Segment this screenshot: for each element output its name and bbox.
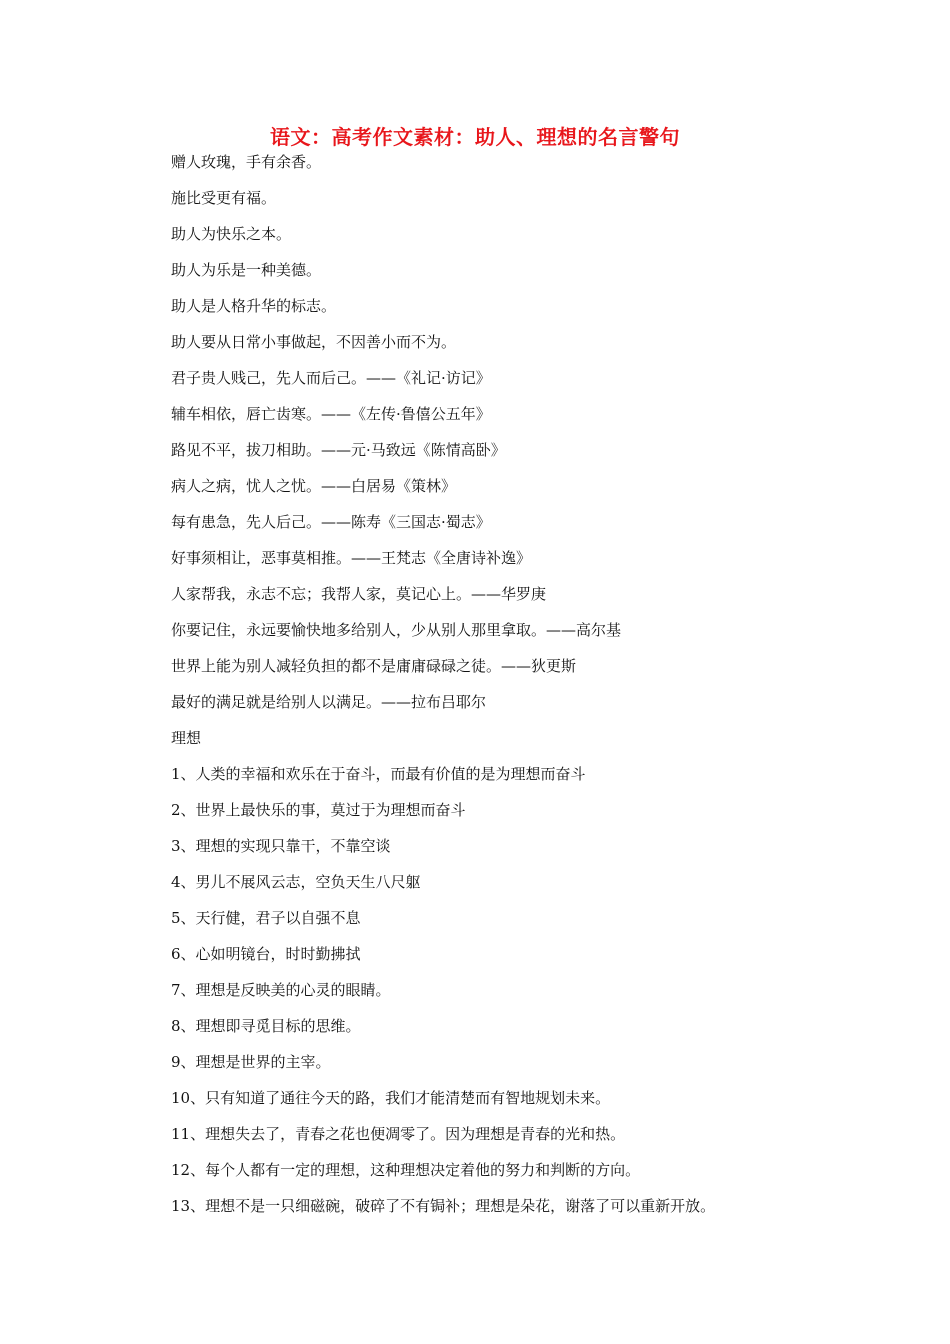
quote-line: 最好的满足就是给别人以满足。——拉布吕耶尔 (171, 693, 487, 711)
quote-line: 助人是人格升华的标志。 (171, 297, 337, 315)
quote-line: 你要记住，永远要愉快地多给别人，少从别人那里拿取。——高尔基 (171, 621, 622, 639)
quote-line: 人家帮我，永志不忘；我帮人家，莫记心上。——华罗庚 (171, 585, 547, 603)
quote-line: 5、天行健，君子以自强不息 (171, 909, 361, 927)
quote-line: 2、世界上最快乐的事，莫过于为理想而奋斗 (171, 801, 466, 819)
quote-line: 7、理想是反映美的心灵的眼睛。 (171, 981, 391, 999)
quote-line: 13、理想不是一只细磁碗，破碎了不有锔补；理想是朵花，谢落了可以重新开放。 (171, 1197, 716, 1215)
document-body (171, 147, 871, 1227)
quote-line: 10、只有知道了通往今天的路，我们才能清楚而有智地规划未来。 (171, 1089, 611, 1107)
quote-line: 好事须相让，恶事莫相推。——王梵志《全唐诗补逸》 (171, 549, 532, 567)
quote-line: 助人为快乐之本。 (171, 225, 292, 243)
quote-line: 病人之病，忧人之忧。——白居易《策林》 (171, 477, 457, 495)
quote-line: 路见不平，拔刀相助。——元·马致远《陈情高卧》 (171, 441, 506, 459)
quote-line: 助人要从日常小事做起，不因善小而不为。 (171, 333, 457, 351)
document-title: 语文：高考作文素材：助人、理想的名言警句 (270, 125, 680, 149)
quote-line: 3、理想的实现只靠干，不靠空谈 (171, 837, 391, 855)
quote-line: 11、理想失去了，青春之花也便凋零了。因为理想是青春的光和热。 (171, 1125, 626, 1143)
quote-line: 辅车相依，唇亡齿寒。——《左传·鲁僖公五年》 (171, 405, 491, 423)
quote-line: 8、理想即寻觅目标的思维。 (171, 1017, 361, 1035)
section-heading: 理想 (171, 729, 202, 747)
quote-line: 助人为乐是一种美德。 (171, 261, 322, 279)
quote-line: 世界上能为别人减轻负担的都不是庸庸碌碌之徒。——狄更斯 (171, 657, 577, 675)
quote-line: 6、心如明镜台，时时勤拂拭 (171, 945, 361, 963)
quote-line: 4、男儿不展风云志，空负天生八尺躯 (171, 873, 421, 891)
quote-line: 9、理想是世界的主宰。 (171, 1053, 331, 1071)
quote-line: 君子贵人贱己，先人而后己。——《礼记·访记》 (171, 369, 491, 387)
quote-line: 施比受更有福。 (171, 189, 277, 207)
quote-line: 赠人玫瑰，手有余香。 (171, 153, 322, 171)
quote-line: 1、人类的幸福和欢乐在于奋斗，而最有价值的是为理想而奋斗 (171, 765, 586, 783)
quote-line: 12、每个人都有一定的理想，这种理想决定着他的努力和判断的方向。 (171, 1161, 641, 1179)
quote-line: 每有患急，先人后己。——陈寿《三国志·蜀志》 (171, 513, 491, 531)
